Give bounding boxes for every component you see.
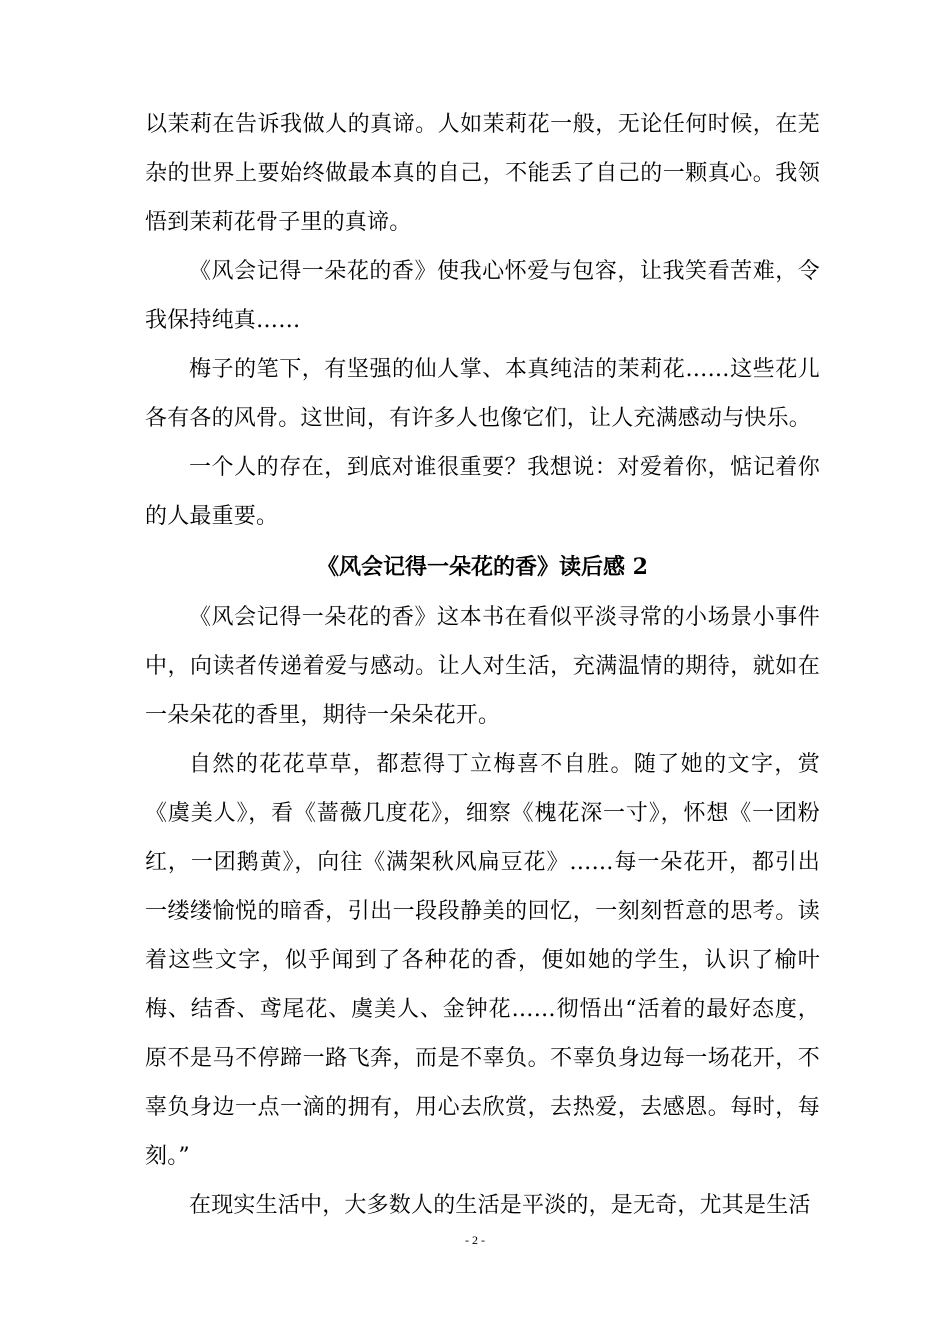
document-body [145,100,820,1230]
paragraph: 《风会记得一朵花的香》这本书在看似平淡寻常的小场景小事件中，向读者传递着爱与感动。让人对生活，充满温情的期待，就如在一朵朵花的香里，期待一朵朵花开。 [145,605,820,728]
paragraph-continuation: 以茉莉在告诉我做人的真谛。人如茉莉花一般，无论任何时候，在芜杂的世界上要始终做最本真的自己，不能丢了自己的一颗真心。我领悟到茉莉花骨子里的真谛。 [145,112,820,235]
paragraph: 一个人的存在，到底对谁很重要？我想说：对爱着你，惦记着你的人最重要。 [145,455,820,529]
page-number: - 2 - [465,1233,485,1247]
paragraph: 自然的花花草草，都惹得丁立梅喜不自胜。随了她的文字，赏《虞美人》，看《蔷薇几度花》，细察《槐花深一寸》，怀想《一团粉红，一团鹅黄》，向往《满架秋风扁豆花》……每一朵花开，都引出一缕缕愉悦的暗香，引出一段段静美的回忆，一刻刻哲意的思考。读着这些文字，似乎闻到了各种花的香，便如她的学生，认识了榆叶梅、结香、鸢尾花、虞美人、金钟花……彻悟出“活着的最好态度，原不是马不停蹄一路飞奔，而是不辜负。不辜负身边每一场花开，不辜负身边一点一滴的拥有，用心去欣赏，去热爱，去感恩。每时，每刻。” [145,752,820,1169]
section-heading: 《风会记得一朵花的香》读后感 2 [317,554,648,580]
paragraph: 梅子的笔下，有坚强的仙人掌、本真纯洁的茉莉花……这些花儿各有各的风骨。这世间，有许多人也像它们，让人充满感动与快乐。 [145,357,820,431]
paragraph: 《风会记得一朵花的香》使我心怀爱与包容，让我笑看苦难，令我保持纯真…… [145,259,820,333]
paragraph: 在现实生活中，大多数人的生活是平淡的，是无奇，尤其是生活 [189,1193,811,1218]
